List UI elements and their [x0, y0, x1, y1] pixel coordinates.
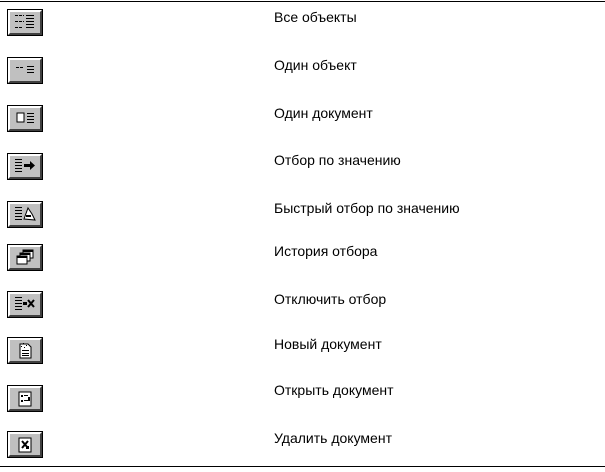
delete-document-label: Удалить документ	[274, 430, 392, 446]
delete-document-icon	[13, 435, 37, 454]
delete-document-button[interactable]	[8, 432, 42, 457]
legend-row-new-document	[0, 338, 605, 384]
new-document-label: Новый документ	[274, 336, 382, 352]
one-document-icon	[13, 109, 37, 128]
filter-history-icon	[13, 248, 37, 267]
quick-filter-button[interactable]	[8, 202, 42, 227]
legend-row-one-object	[0, 50, 605, 96]
bottom-rule	[0, 466, 605, 467]
filter-by-value-icon	[13, 157, 37, 176]
legend-row-filter-history	[0, 242, 605, 288]
open-document-icon	[13, 389, 37, 408]
toolbar-legend-table	[0, 2, 605, 466]
disable-filter-button[interactable]	[8, 292, 42, 317]
one-object-icon	[13, 61, 37, 80]
filter-history-label: История отбора	[274, 243, 378, 259]
legend-row-all-objects	[0, 2, 605, 48]
all-objects-label: Все объекты	[274, 9, 357, 25]
legend-row-one-document	[0, 98, 605, 144]
one-document-button[interactable]	[8, 106, 42, 131]
open-document-label: Открыть документ	[274, 382, 394, 398]
quick-filter-label: Быстрый отбор по значению	[274, 200, 460, 216]
one-document-label: Один документ	[274, 105, 373, 121]
open-document-button[interactable]	[8, 386, 42, 411]
disable-filter-label: Отключить отбор	[274, 291, 387, 307]
filter-by-value-label: Отбор по значению	[274, 152, 401, 168]
all-objects-button[interactable]	[8, 10, 42, 35]
legend-row-quick-filter	[0, 194, 605, 240]
quick-filter-icon	[13, 205, 37, 224]
new-document-icon	[13, 341, 37, 360]
disable-filter-icon	[13, 295, 37, 314]
legend-row-filter-by-value	[0, 146, 605, 192]
one-object-label: Один объект	[274, 57, 357, 73]
all-objects-icon	[13, 13, 37, 32]
one-object-button[interactable]	[8, 58, 42, 83]
filter-by-value-button[interactable]	[8, 154, 42, 179]
new-document-button[interactable]	[8, 338, 42, 363]
legend-row-disable-filter	[0, 290, 605, 336]
filter-history-button[interactable]	[8, 245, 42, 270]
